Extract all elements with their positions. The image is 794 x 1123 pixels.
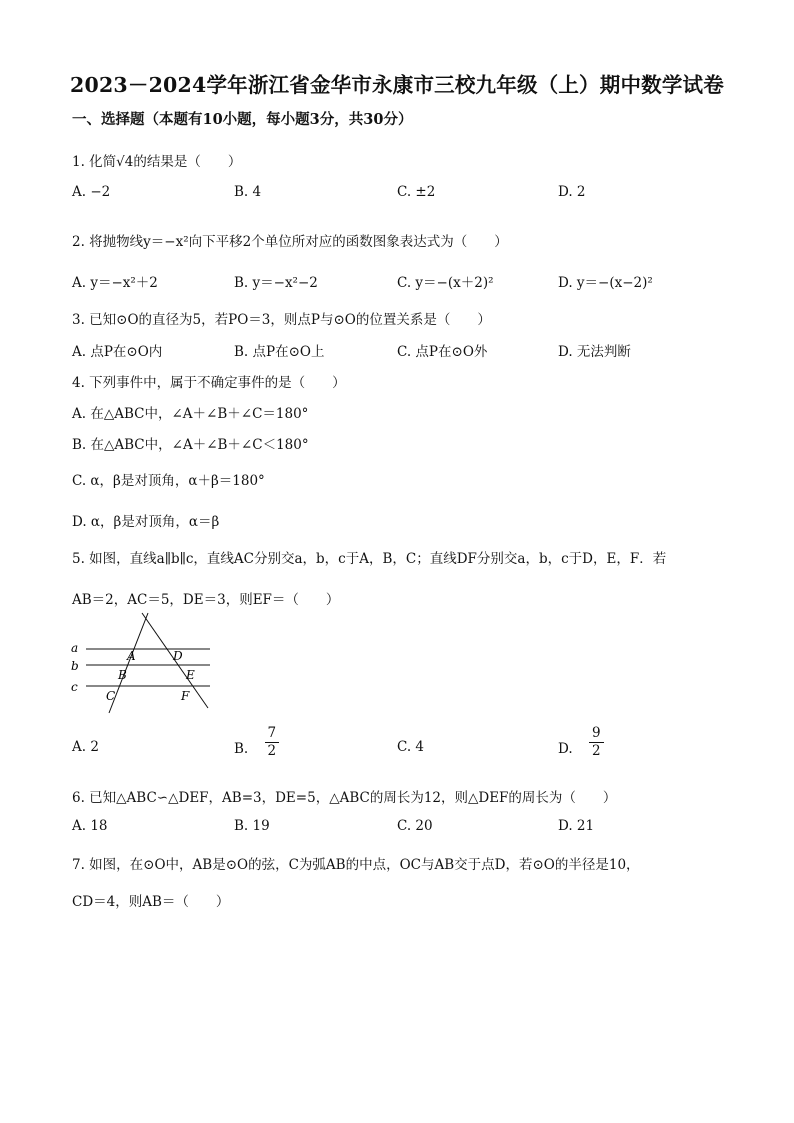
q1-option-b: B. 4: [234, 184, 262, 200]
q4-option-b: B. 在△ABC中，∠A＋∠B＋∠C＜180°: [72, 437, 309, 453]
label-line-a: a: [71, 641, 79, 655]
section-heading: 一、选择题（本题有10小题，每小题3分，共30分）: [72, 111, 413, 128]
q5-option-b: [234, 725, 279, 760]
q5-option-a: A. 2: [72, 739, 99, 755]
q4-option-c: C. α，β是对顶角，α＋β＝180°: [72, 473, 265, 489]
q5-option-c: C. 4: [397, 739, 425, 755]
question-7-stem-line1: 7. 如图，在⊙O中，AB是⊙O的弦，C为弧AB的中点，OC与AB交于点D，若⊙O的半径是10，: [72, 857, 640, 873]
q5-option-d-numerator: 9: [589, 725, 604, 743]
q3-option-d: D. 无法判断: [558, 344, 631, 360]
q4-option-a: A. 在△ABC中，∠A＋∠B＋∠C＝180°: [72, 406, 309, 422]
label-line-b: b: [71, 659, 79, 673]
q6-option-a: A. 18: [72, 818, 108, 834]
q3-option-c: C. 点P在⊙O外: [397, 344, 488, 360]
parallel-lines-figure: [66, 612, 216, 714]
q6-option-c: C. 20: [397, 818, 433, 834]
label-point-b: B: [118, 668, 127, 682]
q3-option-a: A. 点P在⊙O内: [72, 344, 163, 360]
label-point-c: C: [106, 689, 116, 703]
q2-option-c: C. y＝−(x＋2)²: [397, 275, 494, 291]
label-point-f: F: [181, 689, 190, 703]
q5-option-b-letter: B.: [234, 741, 249, 757]
question-5-stem-line1: 5. 如图，直线a∥b∥c，直线AC分别交a，b，c于A，B，C；直线DF分别交a，b，c于D，E，F．若: [72, 551, 667, 567]
question-2-stem: 2. 将抛物线y＝−x²向下平移2个单位所对应的函数图象表达式为（ ）: [72, 234, 508, 250]
question-7-stem-line2: CD＝4，则AB＝（ ）: [72, 894, 230, 910]
q2-option-b: B. y＝−x²−2: [234, 275, 318, 291]
q6-option-d: D. 21: [558, 818, 595, 834]
q5-option-d-letter: D.: [558, 741, 573, 757]
question-5-stem-line2: AB＝2，AC＝5，DE＝3，则EF＝（ ）: [72, 592, 340, 608]
q5-option-b-fraction: [265, 725, 280, 760]
q5-option-b-numerator: 7: [265, 725, 280, 743]
q6-option-b: B. 19: [234, 818, 270, 834]
question-3-stem: 3. 已知⊙O的直径为5，若PO＝3，则点P与⊙O的位置关系是（ ）: [72, 312, 491, 328]
question-6-stem: 6. 已知△ABC∽△DEF，AB=3，DE=5，△ABC的周长为12，则△DEF的周长为（ ）: [72, 790, 617, 806]
exam-title: 2023－2024学年浙江省金华市永康市三校九年级（上）期中数学试卷: [70, 73, 724, 97]
q1-option-c: C. ±2: [397, 184, 436, 200]
q1-option-a: A. −2: [72, 184, 111, 200]
label-point-d: D: [173, 649, 183, 663]
q5-option-b-denominator: 2: [267, 743, 277, 759]
q1-option-d: D. 2: [558, 184, 586, 200]
label-point-e: E: [186, 668, 195, 682]
q4-option-d: D. α，β是对顶角，α＝β: [72, 514, 220, 530]
label-point-a: A: [127, 649, 136, 663]
question-4-stem: 4. 下列事件中，属于不确定事件的是（ ）: [72, 375, 346, 391]
q5-option-d-fraction: [589, 725, 604, 760]
q3-option-b: B. 点P在⊙O上: [234, 344, 325, 360]
q5-option-d-denominator: 2: [591, 743, 601, 759]
q5-option-d: [558, 725, 604, 760]
q2-option-a: A. y＝−x²＋2: [72, 275, 158, 291]
q2-option-d: D. y＝−(x−2)²: [558, 275, 653, 291]
label-line-c: c: [71, 680, 78, 694]
question-1-stem: 1. 化简√4的结果是（ ）: [72, 154, 242, 170]
